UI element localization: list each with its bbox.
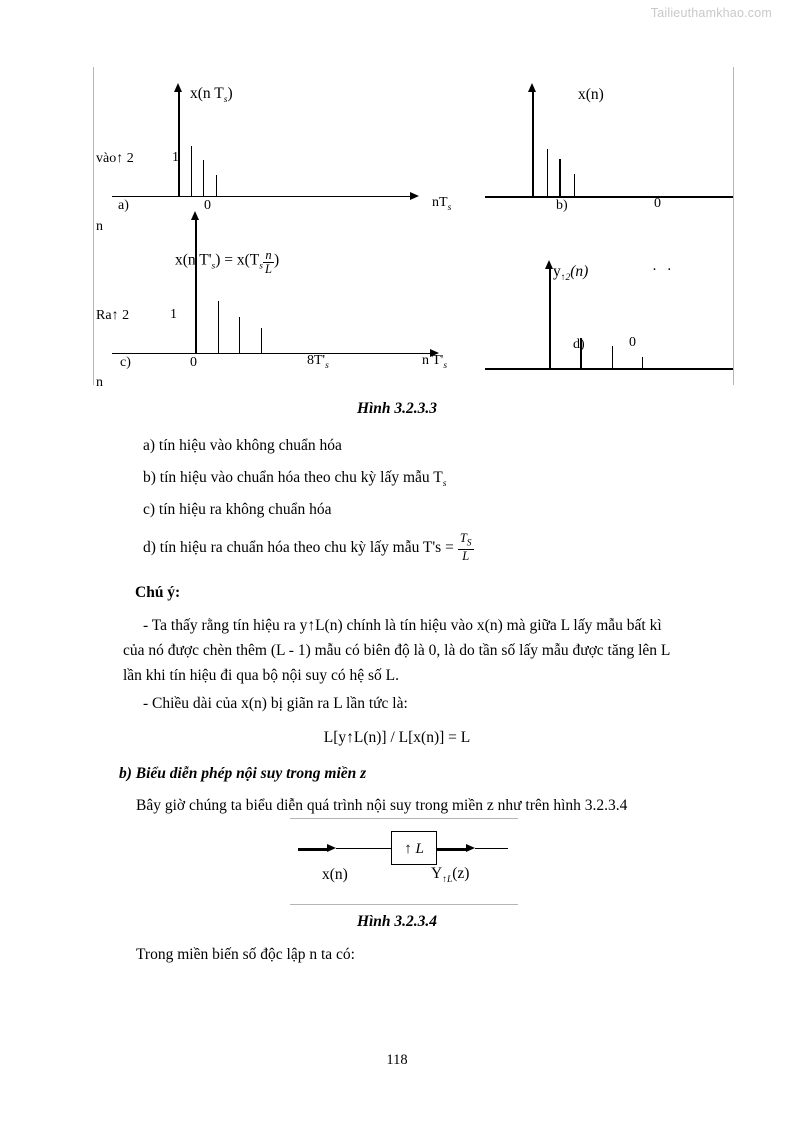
panel-c-axis-label: n $T'_s$ (422, 353, 448, 371)
input-wire-thick (298, 848, 328, 851)
panel-d-stem-1 (549, 268, 551, 368)
panel-c-label: c) (120, 355, 131, 370)
section-b-intro: Bây giờ chúng ta biểu diễn quá trình nội suy trong miền z như trên hình 3.2.3.4 (136, 797, 628, 814)
panel-d-stem-3 (612, 346, 613, 368)
panel-b-label: b) (556, 198, 568, 213)
note-line-1: - Ta thấy rằng tín hiệu ra y↑L(n) chính là tín hiệu vào x(n) mà giữa L lấy mẫu bất kì (143, 617, 662, 634)
figure-panel-d (494, 250, 733, 385)
figure-3-2-3-4-caption: Hình 3.2.3.4 (356, 913, 438, 930)
figure-legend-c: c) tín hiệu ra không chuẩn hóa (143, 501, 332, 518)
note-equation: L[y↑L(n)] / L[x(n)] = L (323, 729, 471, 746)
panel-a-x-axis-arrowhead (410, 192, 419, 200)
panel-a-left-note-n: n (96, 219, 103, 234)
panel-b-x-axis (485, 196, 733, 198)
panel-a-stem-1 (178, 91, 180, 196)
panel-a-origin-label: 0 (204, 198, 211, 213)
panel-d-x-axis (485, 368, 733, 370)
panel-a-stem-2 (191, 146, 192, 196)
panel-d-origin-label: 0 (629, 335, 636, 350)
panel-b-stem-2 (547, 149, 548, 196)
panel-c-left-note-ra: Ra↑ 2 (96, 308, 130, 323)
panel-a-stem-4 (216, 175, 217, 196)
figure-3-2-3-3-caption: Hình 3.2.3.3 (356, 400, 438, 417)
panel-b-stem-4 (574, 174, 575, 196)
panel-b-stem-3 (559, 159, 561, 196)
panel-a-left-note-vao: vào↑ 2 (96, 151, 134, 166)
input-signal-label: x(n) (322, 866, 348, 883)
panel-c-stem-4 (261, 328, 262, 353)
panel-c-x-axis (112, 353, 432, 354)
note-line-4: - Chiều dài của x(n) bị giãn ra L lần tức là: (143, 695, 408, 712)
panel-b-signal-label: x(n) (578, 86, 604, 103)
figure-panel-a (94, 67, 452, 234)
panel-a-stem-3 (203, 160, 204, 196)
figure-panel-b (494, 67, 733, 217)
figure-3-2-3-3 (93, 67, 734, 390)
section-b-heading: b) Biểu diễn phép nội suy trong miền z (119, 765, 367, 782)
panel-a-axis-label: $nT_s$ (432, 195, 452, 213)
figure-3-2-3-4-bottom-rule (290, 904, 518, 905)
site-watermark: Tailieuthamkhao.com (650, 6, 772, 20)
note-line-2: của nó được chèn thêm (L - 1) mẫu có biên độ là 0, là do tần số lấy mẫu được tăng lên L (123, 642, 671, 659)
figure-panel-c (94, 205, 454, 390)
input-arrowhead (327, 844, 336, 852)
note-line-3: lần khi tín hiệu đi qua bộ nội suy có hệ số L. (123, 667, 399, 684)
panel-b-origin-label: 0 (654, 196, 661, 211)
figure-3-2-3-4-top-rule (290, 818, 518, 819)
panel-c-formula: x(n $T'_s) = x(T_s$ $\frac{n}{L}$ ) (175, 248, 280, 277)
figure-legend-a: a) tín hiệu vào không chuẩn hóa (143, 437, 342, 454)
panel-c-stem-3 (239, 317, 240, 353)
input-wire-thin (336, 848, 392, 849)
upsampler-block: ↑ L (391, 831, 437, 865)
panel-c-stem-1 (195, 219, 197, 353)
output-arrowhead (466, 844, 475, 852)
output-wire-thin (475, 848, 508, 849)
figure-3-2-3-4 (290, 818, 518, 906)
page-number: 118 (386, 1052, 408, 1068)
panel-c-stem-2 (218, 301, 219, 353)
output-wire-thick (437, 848, 467, 851)
panel-c-tick-one: 1 (170, 307, 177, 322)
panel-d-label: d) (573, 337, 585, 352)
panel-b-stem-1 (532, 91, 534, 196)
panel-a-x-axis (112, 196, 412, 197)
panel-d-stem-4 (642, 357, 643, 368)
output-signal-label: $Y_{↑L}(z)$ (431, 865, 470, 886)
panel-a-tick-one: 1 (172, 150, 179, 165)
panel-a-signal-label: x(n $T_s$) (190, 85, 233, 106)
panel-c-left-note-n: n (96, 375, 103, 390)
panel-d-ellipsis-dots: · · (652, 262, 675, 278)
panel-c-origin-label: 0 (190, 355, 197, 370)
note-heading: Chú ý: (135, 584, 181, 601)
panel-d-signal-label: $y_{↑2}(n)$ (553, 263, 589, 284)
panel-c-mid-tick: $8T'_s$ (307, 353, 329, 371)
figure-legend-b: b) tín hiệu vào chuẩn hóa theo chu kỳ lấy mẫu $T_s$ (143, 469, 447, 490)
figure-legend-d: d) tín hiệu ra chuẩn hóa theo chu kỳ lấy mẫu T's = $\frac{T_S}{L}$ (143, 531, 472, 564)
closing-paragraph: Trong miền biến số độc lập n ta có: (136, 946, 355, 963)
panel-a-label: a) (118, 198, 129, 213)
